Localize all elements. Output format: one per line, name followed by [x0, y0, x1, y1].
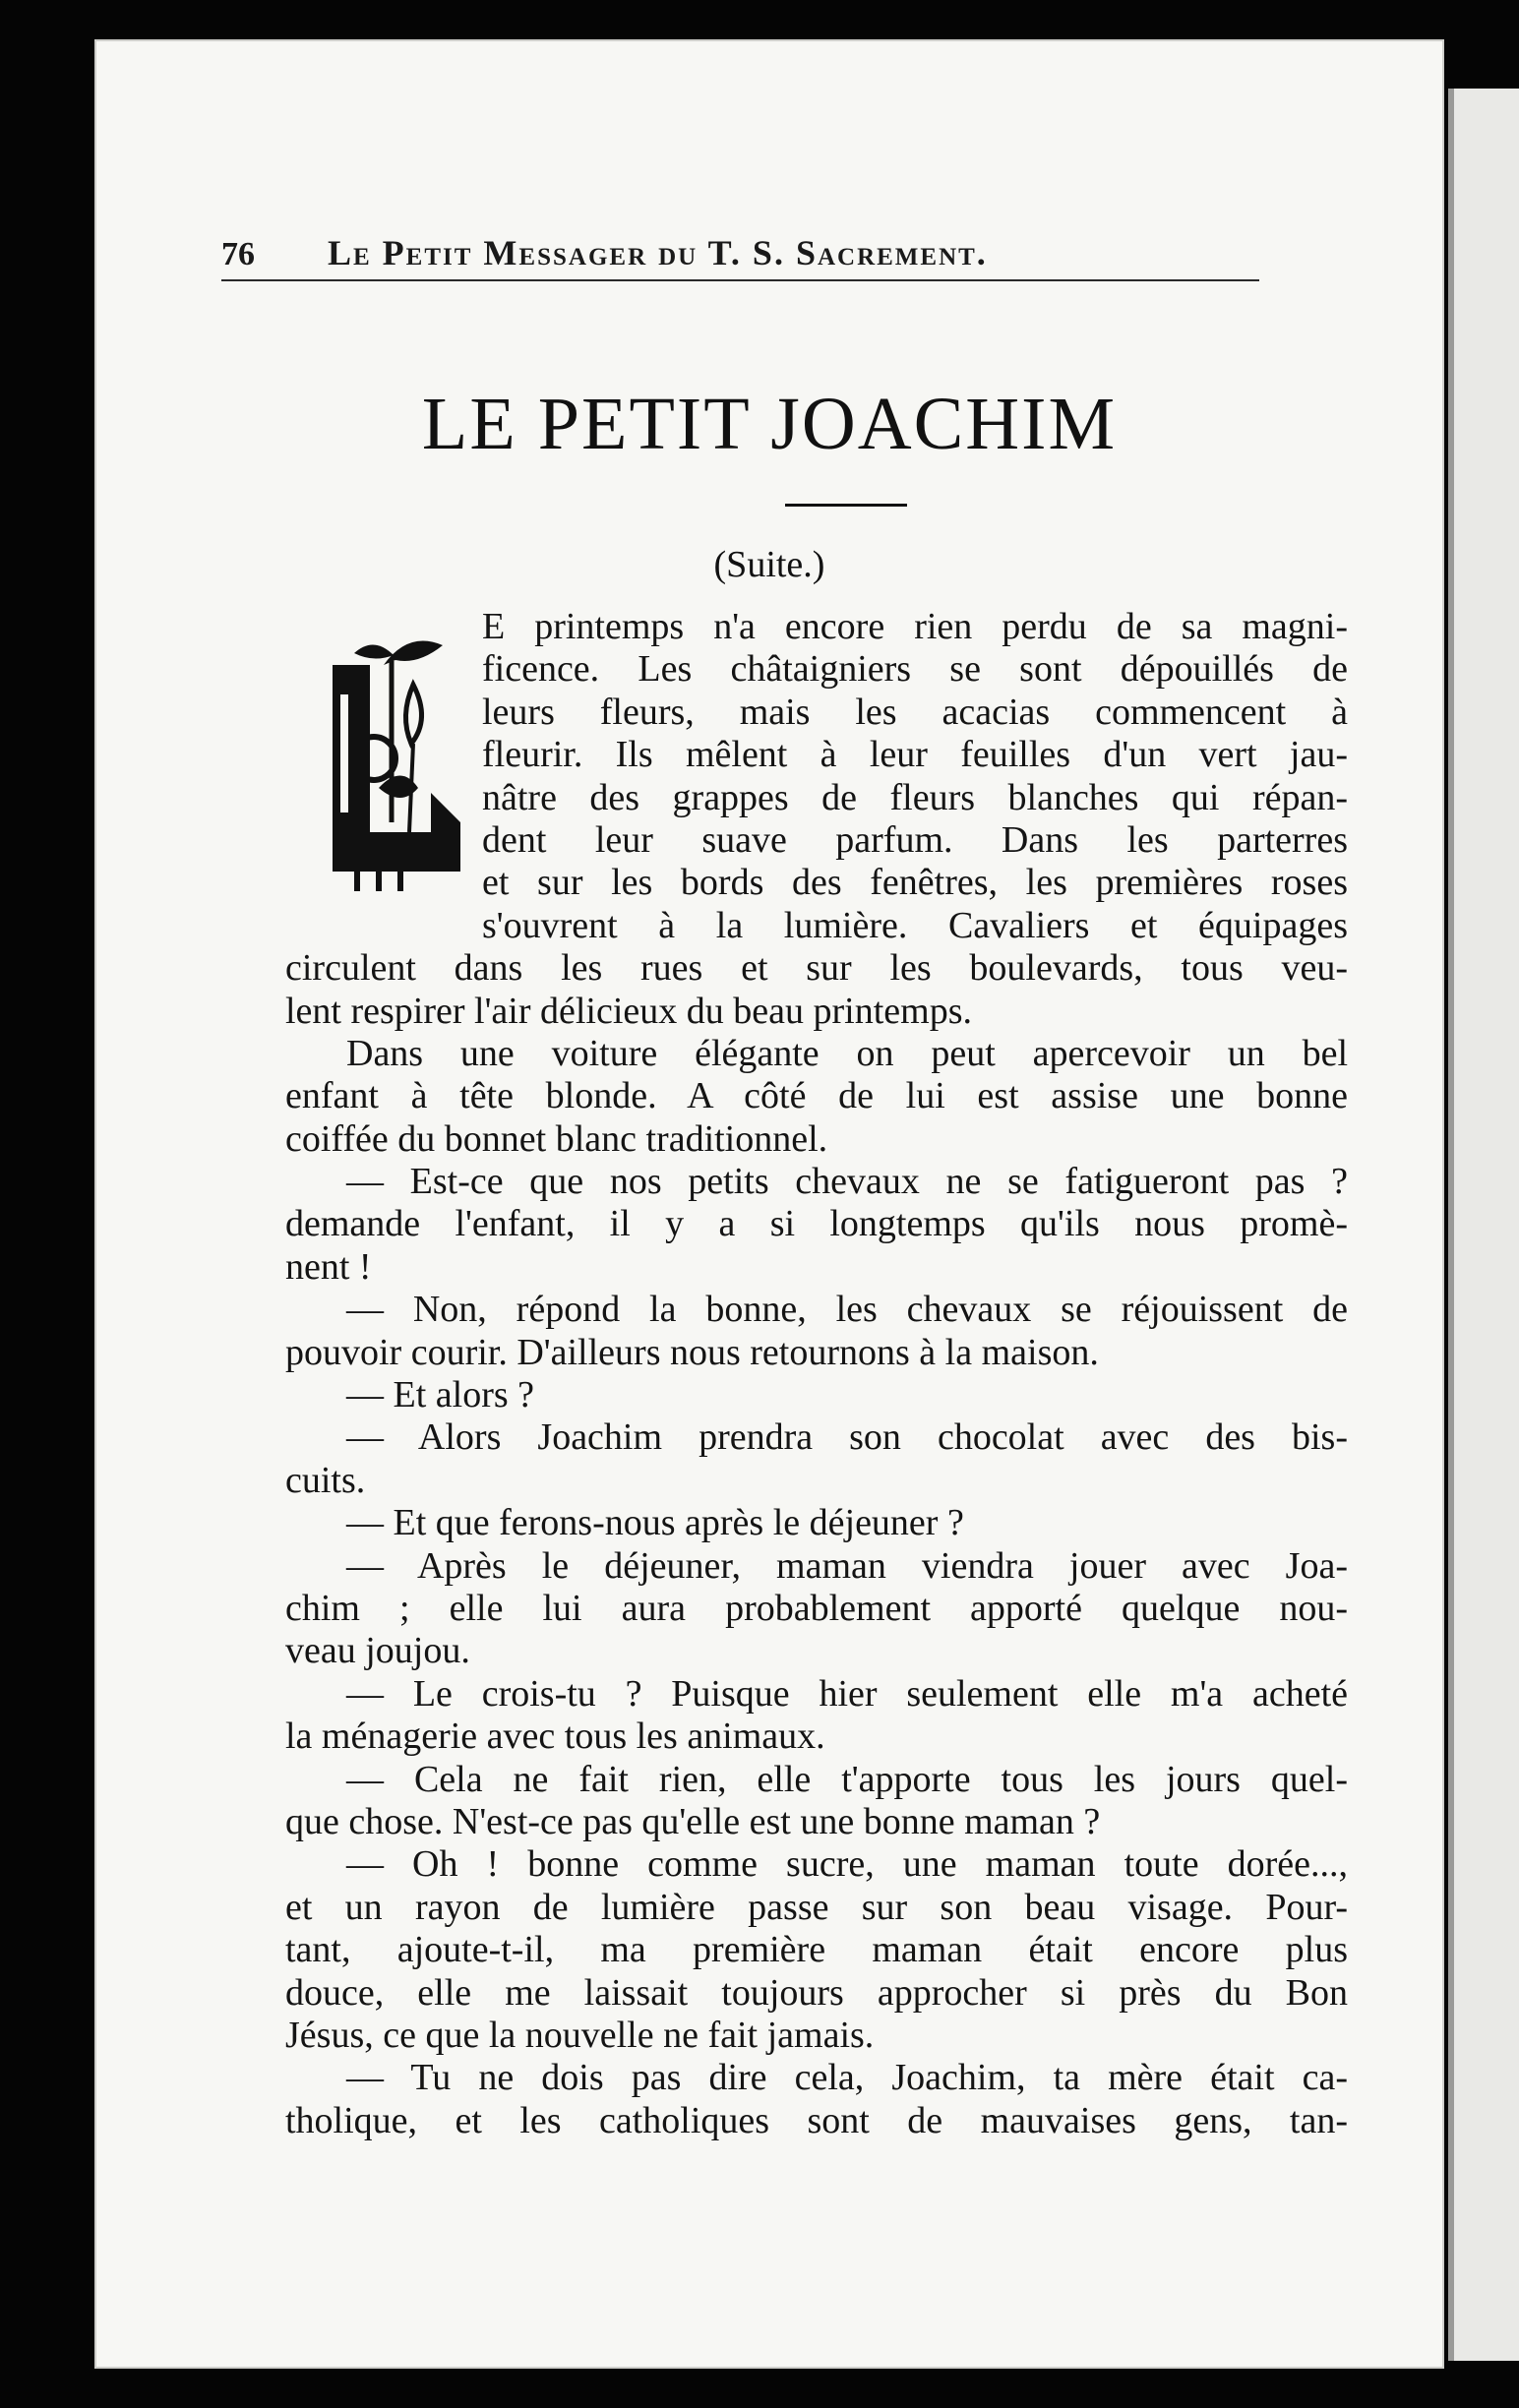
text-line: Dans une voiture élégante on peut apercevoir un bel	[346, 1032, 1348, 1074]
text-line: et un rayon de lumière passe sur son beau visage. Pour-	[285, 1886, 1348, 1928]
text-line: lent respirer l'air délicieux du beau printemps.	[285, 990, 972, 1032]
text-line: fleurir. Ils mêlent à leur feuilles d'un vert jau-	[482, 734, 1348, 776]
text-line: nâtre des grappes de fleurs blanches qui répan-	[482, 776, 1348, 818]
text-line: s'ouvrent à la lumière. Cavaliers et équipages	[482, 904, 1348, 946]
text-line: — Est-ce que nos petits chevaux ne se fatigueront pas ?	[346, 1161, 1348, 1203]
text-line: leurs fleurs, mais les acacias commencent à	[482, 691, 1348, 733]
text-line: demande l'enfant, il y a si longtemps qu'ils nous promè-	[285, 1203, 1348, 1245]
text-line: tholique, et les catholiques sont de mauvaises gens, tan-	[285, 2099, 1348, 2141]
text-line: — Non, répond la bonne, les chevaux se réjouissent de	[346, 1289, 1348, 1331]
adjacent-page-edge	[1448, 89, 1519, 2361]
text-line: douce, elle me laissait toujours approcher si près du Bon	[285, 1971, 1348, 2014]
text-line: chim ; elle lui aura probablement apporté quelque nou-	[285, 1587, 1348, 1629]
text-line: E printemps n'a encore rien perdu de sa magni-	[482, 606, 1348, 647]
text-line: — Tu ne dois pas dire cela, Joachim, ta mère était ca-	[346, 2057, 1348, 2099]
text-line: — Et alors ?	[346, 1374, 535, 1416]
text-line: coiffée du bonnet blanc traditionnel.	[285, 1117, 828, 1160]
title-divider	[785, 504, 907, 507]
page-number: 76	[221, 236, 255, 272]
running-header	[221, 232, 1259, 281]
text-line: veau joujou.	[285, 1630, 470, 1672]
text-line: — Alors Joachim prendra son chocolat avec des bis-	[346, 1416, 1348, 1459]
text-line: Jésus, ce que la nouvelle ne fait jamais.	[285, 2014, 875, 2056]
article-title: LE PETIT JOACHIM	[421, 383, 1118, 465]
text-line: et sur les bords des fenêtres, les premières roses	[482, 862, 1348, 904]
text-line: ficence. Les châtaigniers se sont dépouillés de	[482, 648, 1348, 691]
text-line: dent leur suave parfum. Dans les parterres	[482, 818, 1348, 861]
text-line: — Après le déjeuner, maman viendra jouer avec Joa-	[346, 1544, 1348, 1587]
text-line: la ménagerie avec tous les animaux.	[285, 1716, 825, 1758]
running-title: Le Petit Messager du T. S. Sacrement.	[328, 233, 988, 272]
text-line: circulent dans les rues et sur les boulevards, tous veu-	[285, 947, 1348, 990]
text-line: nent !	[285, 1245, 372, 1288]
text-line: tant, ajoute-t-il, ma première maman était encore plus	[285, 1929, 1348, 1971]
text-line: que chose. N'est-ce pas qu'elle est une bonne maman ?	[285, 1800, 1101, 1842]
text-line: — Le crois-tu ? Puisque hier seulement elle m'a acheté	[346, 1672, 1348, 1715]
text-line: enfant à tête blonde. A côté de lui est assise une bonne	[285, 1075, 1348, 1117]
text-line: cuits.	[285, 1459, 366, 1501]
text-line: — Cela ne fait rien, elle t'apporte tous les jours quel-	[346, 1758, 1348, 1800]
text-line: — Oh ! bonne comme sucre, une maman toute dorée...,	[346, 1843, 1348, 1886]
text-line: pouvoir courir. D'ailleurs nous retournons à la maison.	[285, 1331, 1099, 1373]
text-line: — Et que ferons-nous après le déjeuner ?	[346, 1502, 964, 1544]
article-subtitle: (Suite.)	[713, 544, 825, 585]
article-body	[285, 606, 1348, 2142]
